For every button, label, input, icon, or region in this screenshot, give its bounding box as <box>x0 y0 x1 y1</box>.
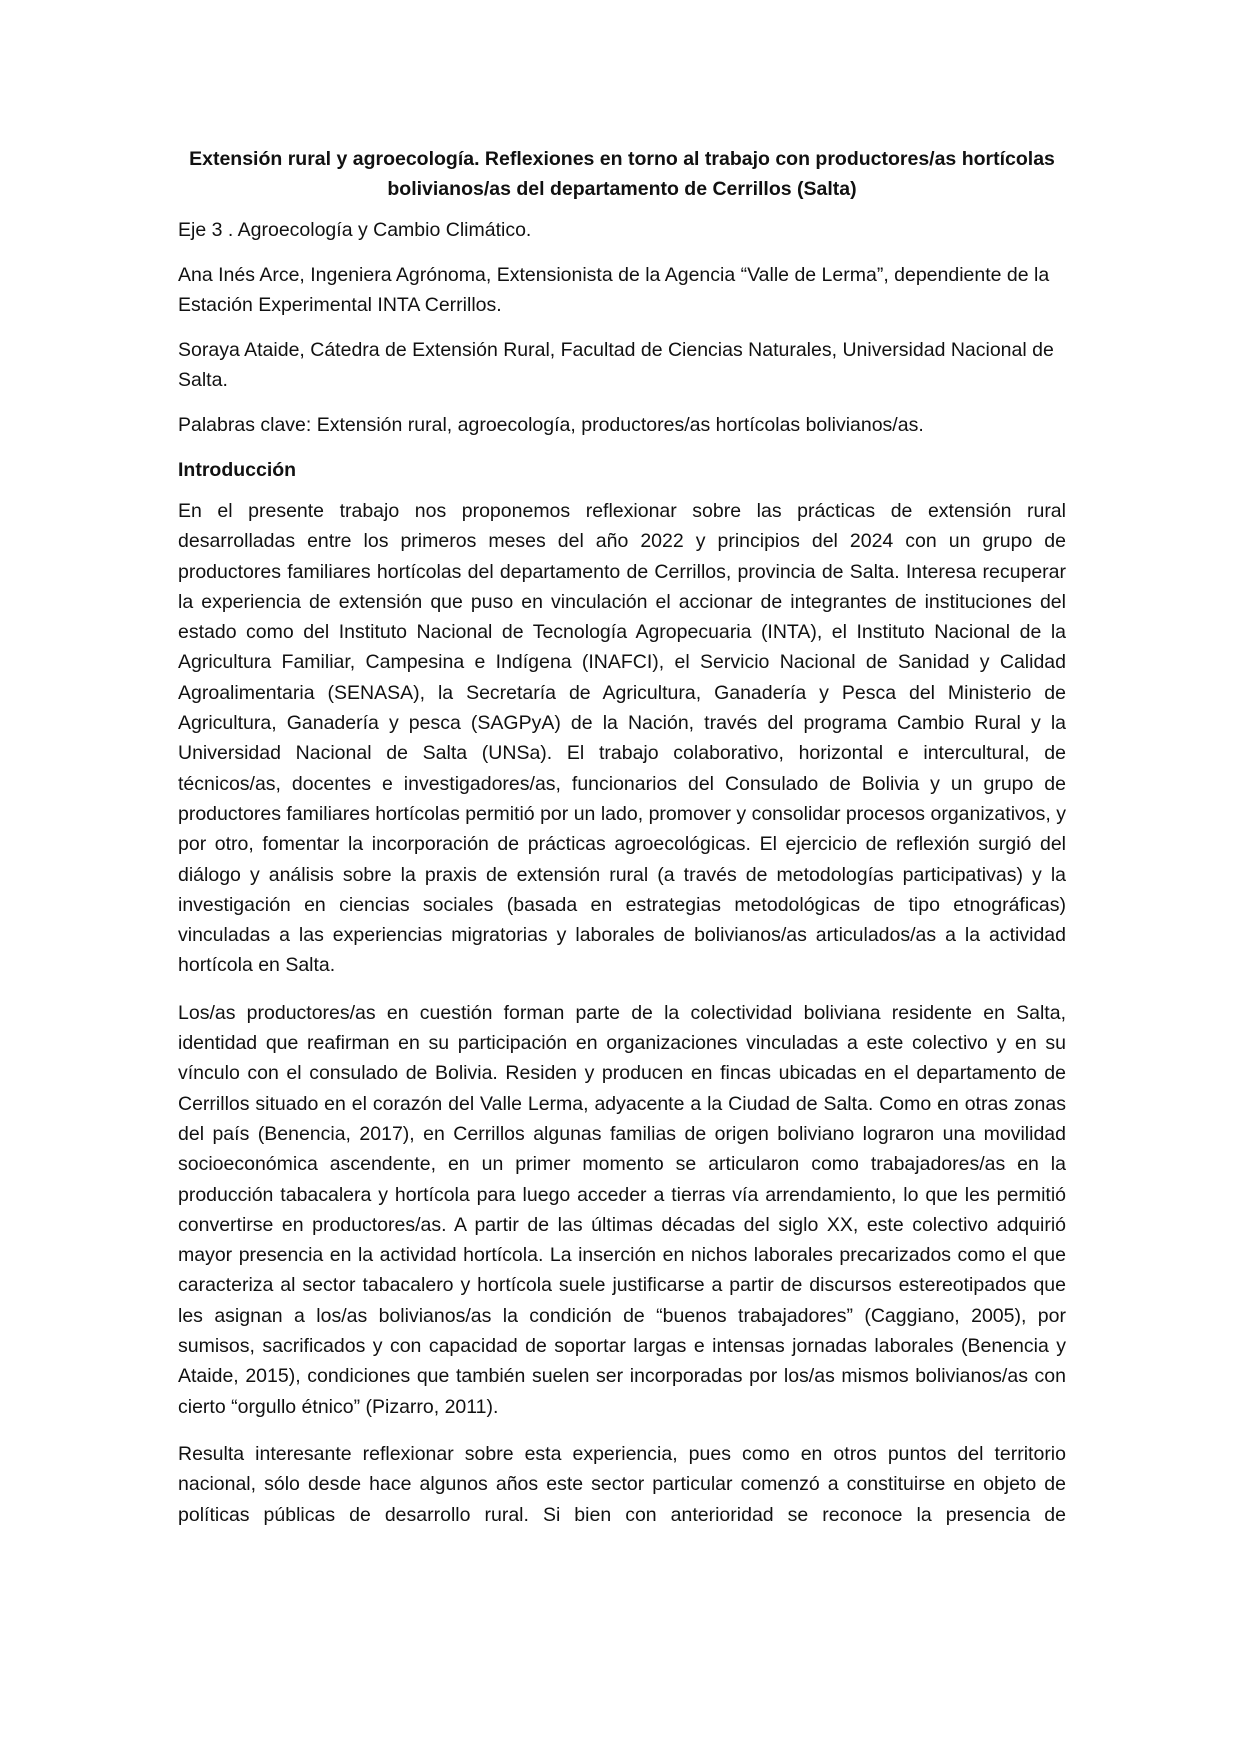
keywords-line: Palabras clave: Extensión rural, agroecología, productores/as hortícolas bolivianos/as. <box>178 414 924 436</box>
section-heading: Introducción <box>178 459 297 481</box>
author-affiliation-2: Soraya Ataide, Cátedra de Extensión Rural, Facultad de Ciencias Naturales, Universidad Nacional de Salta. <box>178 339 1054 391</box>
author-affiliation-1: Ana Inés Arce, Ingeniera Agrónoma, Extensionista de la Agencia “Valle de Lerma”, dependiente de la Estación Experimental INTA Cerrillos. <box>178 264 1050 316</box>
page-content <box>178 144 1066 1547</box>
document-title: Extensión rural y agroecología. Reflexiones en torno al trabajo con productores/as hortícolas bolivianos/as del departamento de Cerrillos (Salta) <box>189 148 1055 200</box>
body-paragraph-1: En el presente trabajo nos proponemos reflexionar sobre las prácticas de extensión rural desarrolladas entre los primeros meses del año 2022 y principios del 2024 con un grupo de productores familiares hortícolas del departamento de Cerrillos, provincia de Salta. Interesa recuperar la experiencia de extensión que puso en vinculación el accionar de integrantes de instituciones del estado como del Instituto Nacional de Tecnología Agropecuaria (INTA), el Instituto Nacional de la Agricultura Familiar, Campesina e Indígena (INAFCI), el Servicio Nacional de Sanidad y Calidad Agroalimentaria (SENASA), la Secretaría de Agricultura, Ganadería y Pesca del Ministerio de Agricultura, Ganadería y pesca (SAGPyA) de la Nación, través del programa Cambio Rural y la Universidad Nacional de Salta (UNSa). El trabajo colaborativo, horizontal e intercultural, de técnicos/as, docentes e investigadores/as, funcionarios del Consulado de Bolivia y un grupo de productores familiares hortícolas permitió por un lado, promover y consolidar procesos organizativos, y por otro, fomentar la incorporación de prácticas agroecológicas. El ejercicio de reflexión surgió del diálogo y análisis sobre la praxis de extensión rural (a través de metodologías participativas) y la investigación en ciencias sociales (basada en estrategias metodológicas de tipo etnográficas) vinculadas a las experiencias migratorias y laborales de bolivianos/as articulados/as a la actividad hortícola en Salta. <box>178 500 1066 977</box>
body-paragraph-3: Resulta interesante reflexionar sobre esta experiencia, pues como en otros puntos del territorio nacional, sólo desde hace algunos años este sector particular comenzó a constituirse en objeto de políticas públicas de desarrollo rural. Si bien con anterioridad se reconoce la presencia de <box>178 1442 1066 1526</box>
body-paragraph-2: Los/as productores/as en cuestión forman parte de la colectividad boliviana residente en Salta, identidad que reafirman en su participación en organizaciones vinculadas a este colectivo y en su vínculo con el consulado de Bolivia. Residen y producen en fincas ubicadas en el departamento de Cerrillos situado en el corazón del Valle Lerma, adyacente a la Ciudad de Salta. Como en otras zonas del país (Benencia, 2017), en Cerrillos algunas familias de origen boliviano lograron una movilidad socioeconómica ascendente, en un primer momento se articularon como trabajadores/as en la producción tabacalera y hortícola para luego acceder a tierras vía arrendamiento, lo que les permitió convertirse en productores/as. A partir de las últimas décadas del siglo XX, este colectivo adquirió mayor presencia en la actividad hortícola. La inserción en nichos laborales precarizados como el que caracteriza al sector tabacalero y hortícola suele justificarse a partir de discursos estereotipados que les asignan a los/as bolivianos/as la condición de “buenos trabajadores” (Caggiano, 2005), por sumisos, sacrificados y con capacidad de soportar largas e intensas jornadas laborales (Benencia y Ataide, 2015), condiciones que también suelen ser incorporadas por los/as mismos bolivianos/as con cierto “orgullo étnico” (Pizarro, 2011). <box>178 1001 1066 1418</box>
eje-line: Eje 3 . Agroecología y Cambio Climático. <box>178 219 532 241</box>
